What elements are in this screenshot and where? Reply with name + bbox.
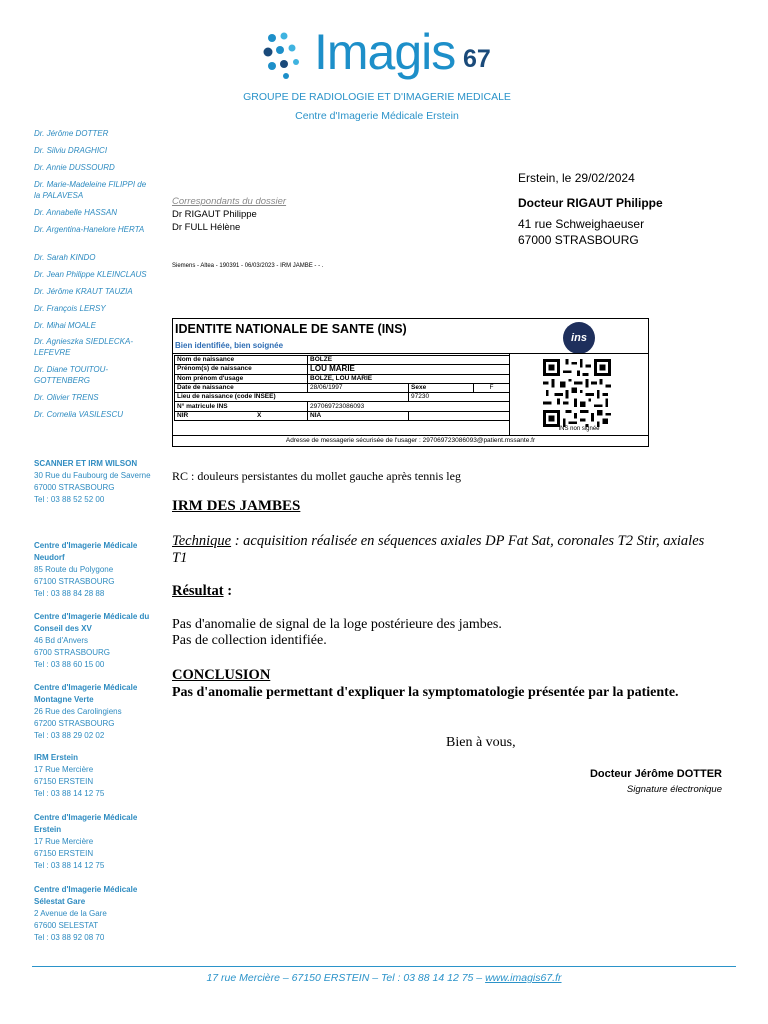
ins-vertical-divider [509, 353, 510, 435]
ins-label: NIA [308, 411, 409, 420]
group-title: GROUPE DE RADIOLOGIE ET D'IMAGERIE MEDICALE [243, 91, 511, 103]
ins-label: Nom prénom d'usage [175, 374, 308, 383]
site-block [34, 458, 159, 506]
table-row [175, 393, 510, 402]
ins-value: 297069723086093 [308, 402, 510, 411]
site-line: 67100 STRASBOURG [34, 577, 115, 586]
site-line: 17 Rue Mercière [34, 837, 94, 846]
doctor-name: Dr. Olivier TRENS [34, 393, 99, 402]
doctor-name: Dr. Cornelia VASILESCU [34, 410, 124, 419]
table-row [175, 356, 510, 365]
site-line: 67200 STRASBOURG [34, 719, 115, 728]
qr-code-icon [541, 359, 613, 427]
ins-table [174, 355, 510, 421]
site-name: Centre d'Imagerie Médicale Sélestat Gare [34, 885, 138, 906]
ins-qr-status: INS non signée [558, 426, 600, 432]
ins-value: BOLZE, LOU MARIE [308, 374, 510, 383]
ins-value: 97230 [409, 393, 510, 402]
doctor-name: Dr. Annie DUSSOURD [34, 163, 115, 172]
table-row [175, 374, 510, 383]
ins-nir-value: X [257, 411, 262, 419]
signer-name: Docteur Jérôme DOTTER [589, 768, 722, 780]
recipient-street: 41 rue Schweighaeuser [518, 217, 645, 231]
site-line: 17 Rue Mercière [34, 765, 94, 774]
site-line: Tel : 03 88 84 28 88 [34, 589, 105, 598]
doctor-name: Dr. Silviu DRAGHICI [34, 146, 108, 155]
ins-label: Lieu de naissance (code INSEE) [175, 393, 409, 402]
technique-label: Technique [172, 533, 232, 549]
doctor-name: Dr. Annabelle HASSAN [34, 208, 117, 217]
ins-label: Date de naissance [175, 383, 308, 392]
site-name: Centre d'Imagerie Médicale Montagne Verte [34, 683, 138, 704]
table-row [175, 383, 510, 392]
recipient-name: Docteur RIGAUT Philippe [518, 196, 663, 210]
table-row [175, 411, 510, 420]
site-line: 2 Avenue de la Gare [34, 909, 107, 918]
exam-reference: Siemens - Altea - 190391 - 06/03/2023 - IRM JAMBE - - . [172, 263, 324, 269]
doctor-name: Dr. Jérôme DOTTER [34, 129, 109, 138]
brand-number: 67 [463, 45, 491, 73]
signature-label: Signature électronique [626, 784, 722, 795]
clinical-reason: RC : douleurs persistantes du mollet gauche après tennis leg [172, 469, 461, 483]
place-date: Erstein, le 29/02/2024 [518, 171, 635, 185]
site-block [34, 682, 159, 742]
correspondant-name: Dr RIGAUT Philippe [172, 209, 257, 220]
footer-address: 17 rue Mercière – 67150 ERSTEIN – Tel : 03 88 14 12 75 – [206, 972, 486, 984]
closing: Bien à vous, [446, 735, 516, 750]
site-line: 67600 SELESTAT [34, 921, 99, 930]
site-block [34, 752, 159, 800]
site-line: 26 Rue des Carolingiens [34, 707, 122, 716]
site-line: Tel : 03 88 52 52 00 [34, 495, 105, 504]
site-line: 67000 STRASBOURG [34, 483, 115, 492]
doctor-name: Dr. Jérôme KRAUT TAUZIA [34, 287, 133, 296]
ins-value: BOLZE [308, 356, 510, 365]
site-line: 46 Bd d'Anvers [34, 636, 89, 645]
doctor-name: Dr. François LERSY [34, 304, 106, 313]
ins-box [172, 318, 649, 447]
result-colon: : [223, 583, 233, 599]
footer [0, 972, 768, 984]
doctor-name: Dr. Diane TOUITOU-GOTTENBERG [34, 365, 109, 385]
ins-value: LOU MARIE [308, 365, 510, 374]
footer-rule [32, 966, 736, 967]
ins-value [409, 411, 510, 420]
table-row [175, 365, 510, 374]
site-line: Tel : 03 88 92 08 70 [34, 933, 105, 942]
centre-title: Centre d'Imagerie Médicale Erstein [295, 110, 459, 122]
table-row [175, 402, 510, 411]
ins-divider [173, 353, 648, 354]
site-name: SCANNER ET IRM WILSON [34, 459, 138, 468]
ins-label: Nom de naissance [175, 356, 308, 365]
result-heading [172, 583, 232, 600]
conclusion-text: Pas d'anomalie permettant d'expliquer la symptomatologie présentée par la patiente. [172, 685, 679, 700]
site-line: 67150 ERSTEIN [34, 849, 94, 858]
site-name: Centre d'Imagerie Médicale Erstein [34, 813, 138, 834]
ins-subtitle: Bien identifiée, bien soignée [175, 341, 284, 350]
ins-label: Prénom(s) de naissance [175, 365, 308, 374]
exam-title: IRM DES JAMBES [172, 498, 301, 514]
technique-paragraph [172, 533, 717, 567]
result-line: Pas de collection identifiée. [172, 633, 327, 648]
site-line: Tel : 03 88 29 02 02 [34, 731, 105, 740]
site-block [34, 540, 159, 600]
ins-label: Sexe [409, 383, 474, 392]
site-line: 6700 STRASBOURG [34, 648, 111, 657]
footer-website-link[interactable]: www.imagis67.fr [485, 972, 562, 984]
result-label: Résultat [172, 583, 224, 599]
logo-dots-icon [262, 30, 310, 80]
site-line: Tel : 03 88 60 15 00 [34, 660, 105, 669]
site-name: Centre d'Imagerie Médicale du Conseil des XV [34, 612, 150, 633]
imagis-logo [262, 24, 502, 84]
result-line: Pas d'anomalie de signal de la loge postérieure des jambes. [172, 617, 502, 632]
site-line: 67150 ERSTEIN [34, 777, 94, 786]
site-block [34, 884, 159, 944]
site-block [34, 812, 159, 872]
site-line: Tel : 03 88 14 12 75 [34, 861, 105, 870]
doctor-name: Dr. Mihai MOALE [34, 321, 96, 330]
site-line: Tel : 03 88 14 12 75 [34, 789, 105, 798]
correspondant-name: Dr FULL Hélène [172, 222, 241, 233]
doctor-name: Dr. Argentina-Hanelore HERTA [34, 225, 145, 234]
doctor-name: Dr. Agnieszka SIEDLECKA-LEFEVRE [34, 337, 133, 357]
site-line: 30 Rue du Faubourg de Saverne [34, 471, 151, 480]
ins-logo-icon: ins [563, 322, 595, 354]
site-name: IRM Erstein [34, 753, 79, 762]
technique-text: : acquisition réalisée en séquences axiales DP Fat Sat, coronales T2 Stir, axiales T1 [172, 533, 705, 566]
correspondants-title: Correspondants du dossier [172, 196, 287, 207]
recipient-city: 67000 STRASBOURG [518, 233, 639, 247]
ins-divider [173, 435, 648, 436]
ins-title: IDENTITE NATIONALE DE SANTE (INS) [175, 322, 407, 336]
doctor-name: Dr. Jean Philippe KLEINCLAUS [34, 270, 147, 279]
ins-label: N° matricule INS [175, 402, 308, 411]
site-line: 85 Route du Polygone [34, 565, 114, 574]
doctor-name: Dr. Marie-Madeleine FILIPPI de la PALAVESA [34, 180, 147, 200]
doctor-name: Dr. Sarah KINDO [34, 253, 96, 262]
ins-value: 28/06/1997 [308, 383, 409, 392]
ins-value: F [474, 383, 510, 392]
ins-label [175, 411, 308, 420]
ins-messagerie: Adresse de messagerie sécurisée de l'usager : 297069723086093@patient.mssante.fr [285, 437, 536, 444]
brand-name: Imagis [314, 24, 456, 80]
conclusion-label: CONCLUSION [172, 667, 271, 683]
site-block [34, 611, 159, 671]
ins-nir-label: NIR [177, 411, 189, 419]
site-name: Centre d'Imagerie Médicale Neudorf [34, 541, 138, 562]
